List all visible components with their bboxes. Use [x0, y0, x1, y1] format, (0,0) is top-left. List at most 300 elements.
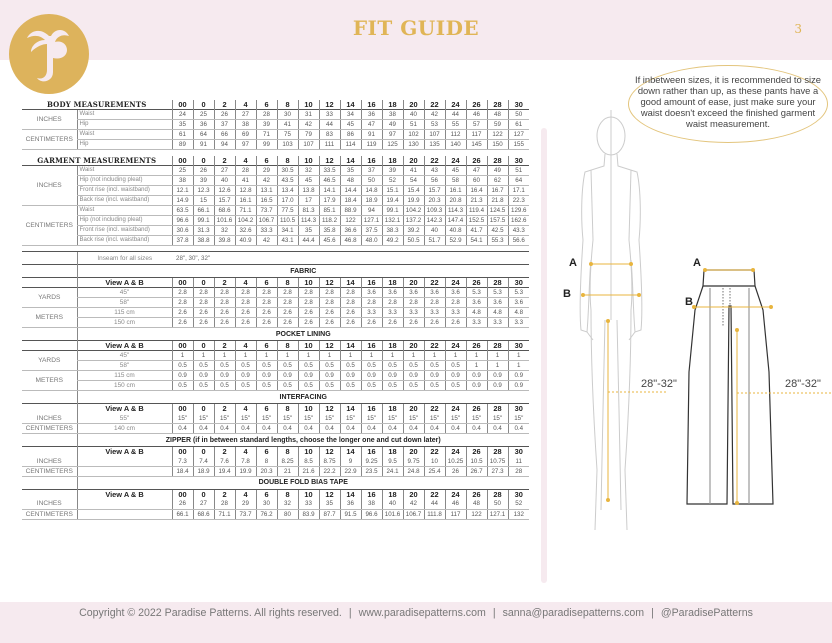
value-cell: 42	[256, 236, 277, 246]
table-row	[22, 298, 529, 308]
value-cell: 43	[424, 166, 445, 176]
bias-tape-header	[22, 489, 529, 499]
value-cell: 2.6	[298, 308, 319, 318]
value-cell: 0.4	[235, 424, 256, 434]
value-cell: 10.75	[487, 456, 508, 466]
size-header: 6	[256, 341, 277, 351]
value-cell: 2.8	[172, 298, 193, 308]
size-header: 00	[172, 341, 193, 351]
group-label: YARDS	[22, 288, 77, 308]
value-cell: 2.6	[319, 318, 340, 328]
value-cell: 2.8	[235, 298, 256, 308]
value-cell: 127.1	[487, 509, 508, 519]
value-cell: 11	[508, 456, 529, 466]
size-header: 30	[508, 100, 529, 110]
value-cell: 110.5	[277, 216, 298, 226]
value-cell: 34	[340, 110, 361, 120]
value-cell: 14.8	[361, 186, 382, 196]
value-cell: 150	[487, 140, 508, 150]
value-cell: 2.6	[382, 318, 403, 328]
size-header: 10	[298, 341, 319, 351]
value-cell: 30	[277, 110, 298, 120]
value-cell: 1	[445, 351, 466, 361]
size-header: 12	[319, 489, 340, 499]
value-cell: 1	[172, 351, 193, 361]
value-cell: 50	[508, 110, 529, 120]
size-header: 0	[193, 156, 214, 166]
value-cell: 7.3	[172, 456, 193, 466]
value-cell: 132	[508, 509, 529, 519]
value-cell: 12.6	[214, 186, 235, 196]
group-label: CENTIMETERS	[22, 424, 77, 434]
value-cell: 0.5	[256, 381, 277, 391]
value-cell: 1	[214, 351, 235, 361]
value-cell: 54.1	[466, 236, 487, 246]
value-cell: 15"	[256, 414, 277, 424]
size-header: 2	[214, 489, 235, 499]
value-cell: 19.4	[214, 466, 235, 476]
size-header: 28	[487, 489, 508, 499]
value-cell: 0.9	[193, 371, 214, 381]
value-cell: 52	[382, 176, 403, 186]
value-cell: 30	[256, 499, 277, 509]
size-header: 4	[235, 404, 256, 414]
value-cell: 49	[487, 166, 508, 176]
value-cell: 15	[193, 196, 214, 206]
size-header: 0	[193, 404, 214, 414]
value-cell: 0.9	[172, 371, 193, 381]
size-header: 20	[403, 341, 424, 351]
value-cell: 42	[424, 110, 445, 120]
row-label: Waist	[77, 206, 172, 216]
value-cell: 0.5	[214, 381, 235, 391]
value-cell: 59	[487, 120, 508, 130]
size-header: 6	[256, 447, 277, 457]
value-cell: 42	[256, 176, 277, 186]
table-row	[22, 166, 529, 176]
value-cell: 2.8	[319, 298, 340, 308]
size-header: 22	[424, 447, 445, 457]
value-cell: 18.9	[361, 196, 382, 206]
body-inseam-range: 28"-32"	[641, 378, 677, 390]
size-chart-table	[22, 100, 529, 520]
value-cell: 41	[277, 120, 298, 130]
value-cell: 19.9	[403, 196, 424, 206]
table-row	[22, 186, 529, 196]
value-cell: 0.5	[172, 381, 193, 391]
value-cell: 68.6	[214, 206, 235, 216]
value-cell: 40	[424, 226, 445, 236]
value-cell: 32	[277, 499, 298, 509]
size-header: 4	[235, 100, 256, 110]
value-cell: 111	[319, 140, 340, 150]
value-cell: 57	[466, 120, 487, 130]
size-header: 14	[340, 341, 361, 351]
value-cell: 76.2	[256, 509, 277, 519]
bias-tape-section-title	[22, 476, 529, 489]
size-header: 12	[319, 100, 340, 110]
size-header: 22	[424, 156, 445, 166]
pants-label-a: A	[693, 257, 701, 269]
value-cell: 0.4	[172, 424, 193, 434]
fabric-header	[22, 278, 529, 288]
size-header: 22	[424, 278, 445, 288]
value-cell: 0.9	[445, 371, 466, 381]
size-header: 4	[235, 447, 256, 457]
size-header: 6	[256, 489, 277, 499]
value-cell: 43.1	[277, 236, 298, 246]
size-header: 28	[487, 341, 508, 351]
value-cell: 2.6	[193, 308, 214, 318]
row-label: Waist	[77, 110, 172, 120]
value-cell: 137.2	[403, 216, 424, 226]
value-cell: 33	[298, 499, 319, 509]
size-header: 10	[298, 278, 319, 288]
group-label: INCHES	[22, 499, 77, 509]
value-cell: 29	[256, 166, 277, 176]
pants-flat-icon	[687, 270, 773, 504]
value-cell: 122	[466, 509, 487, 519]
value-cell: 50	[361, 176, 382, 186]
size-header: 8	[277, 100, 298, 110]
value-cell: 16.7	[487, 186, 508, 196]
value-cell: 15.4	[403, 186, 424, 196]
size-header: 20	[403, 278, 424, 288]
value-cell: 12.3	[193, 186, 214, 196]
value-cell: 28	[235, 166, 256, 176]
value-cell: 86	[340, 130, 361, 140]
table-row	[22, 216, 529, 226]
value-cell: 0.4	[508, 424, 529, 434]
figure-illustrations	[547, 110, 832, 590]
value-cell: 1	[193, 351, 214, 361]
value-cell: 26.7	[466, 466, 487, 476]
value-cell: 38.3	[382, 226, 403, 236]
section-title: INTERFACING	[77, 391, 529, 404]
value-cell: 1	[466, 351, 487, 361]
value-cell: 0.5	[445, 361, 466, 371]
value-cell: 58	[445, 176, 466, 186]
value-cell: 0.4	[361, 424, 382, 434]
value-cell: 37	[361, 166, 382, 176]
value-cell: 5.3	[487, 288, 508, 298]
size-header: 30	[508, 341, 529, 351]
table-row	[22, 509, 529, 519]
value-cell: 0.5	[403, 361, 424, 371]
row-label: Front rise (incl. waistband)	[77, 226, 172, 236]
value-cell: 18.4	[340, 196, 361, 206]
value-cell: 38.8	[193, 236, 214, 246]
table-row	[22, 288, 529, 298]
value-cell: 5.3	[508, 288, 529, 298]
value-cell: 49	[382, 120, 403, 130]
value-cell: 27.3	[487, 466, 508, 476]
value-cell: 130	[403, 140, 424, 150]
value-cell: 24	[172, 110, 193, 120]
value-cell: 3.6	[445, 288, 466, 298]
value-cell: 41	[403, 166, 424, 176]
value-cell: 0.4	[319, 424, 340, 434]
size-header: 16	[361, 341, 382, 351]
size-header: 18	[382, 278, 403, 288]
value-cell: 2.8	[193, 298, 214, 308]
table-row	[22, 351, 529, 361]
social-handle-link[interactable]: @ParadisePatterns	[660, 607, 753, 619]
table-row	[22, 176, 529, 186]
value-cell: 49.2	[382, 236, 403, 246]
size-header: 30	[508, 489, 529, 499]
group-label: YARDS	[22, 351, 77, 371]
size-header: 12	[319, 278, 340, 288]
value-cell: 103	[277, 140, 298, 150]
value-cell: 0.9	[466, 371, 487, 381]
value-cell: 109.3	[424, 206, 445, 216]
value-cell: 112	[445, 130, 466, 140]
value-cell: 0.5	[214, 361, 235, 371]
size-header: 24	[445, 489, 466, 499]
size-header: 14	[340, 489, 361, 499]
size-header: 8	[277, 341, 298, 351]
value-cell: 35	[172, 120, 193, 130]
value-cell: 32.6	[235, 226, 256, 236]
row-label: 58"	[77, 361, 172, 371]
value-cell: 1	[466, 361, 487, 371]
value-cell: 16.1	[445, 186, 466, 196]
size-header: 6	[256, 100, 277, 110]
value-cell: 2.6	[403, 318, 424, 328]
value-cell: 47	[466, 166, 487, 176]
value-cell: 15"	[235, 414, 256, 424]
value-cell: 39	[256, 120, 277, 130]
value-cell: 2.6	[340, 308, 361, 318]
value-cell: 1	[403, 351, 424, 361]
value-cell: 14.4	[340, 186, 361, 196]
page-number: 3	[794, 22, 802, 36]
size-header: 8	[277, 447, 298, 457]
value-cell: 0.9	[508, 371, 529, 381]
blank-cell	[22, 278, 77, 288]
value-cell: 2.6	[256, 318, 277, 328]
size-header: 26	[466, 404, 487, 414]
row-label: Hip (not including pleat)	[77, 176, 172, 186]
value-cell: 19.4	[382, 196, 403, 206]
value-cell: 28	[508, 466, 529, 476]
size-header: 0	[193, 341, 214, 351]
blank-cell	[22, 341, 77, 351]
footer	[0, 602, 832, 643]
body-label-b: B	[563, 288, 571, 300]
value-cell: 48	[487, 110, 508, 120]
value-cell: 107	[298, 140, 319, 150]
value-cell: 111.8	[424, 509, 445, 519]
size-header: 6	[256, 156, 277, 166]
value-cell: 0.9	[214, 371, 235, 381]
value-cell: 14.9	[172, 196, 193, 206]
size-header: 28	[487, 447, 508, 457]
value-cell: 61	[508, 120, 529, 130]
value-cell: 0.4	[382, 424, 403, 434]
value-cell: 2.8	[235, 288, 256, 298]
website-link[interactable]: www.paradisepatterns.com	[358, 607, 486, 619]
table-row	[22, 140, 529, 150]
value-cell: 23.5	[361, 466, 382, 476]
value-cell: 0.5	[235, 381, 256, 391]
size-header: 22	[424, 489, 445, 499]
value-cell: 155	[508, 140, 529, 150]
value-cell: 19.9	[235, 466, 256, 476]
size-header: 20	[403, 156, 424, 166]
size-header: 12	[319, 156, 340, 166]
view-label: View A & B	[77, 278, 172, 288]
value-cell: 42	[403, 499, 424, 509]
value-cell: 31.3	[193, 226, 214, 236]
value-cell: 0.5	[424, 361, 445, 371]
value-cell: 20.3	[256, 466, 277, 476]
value-cell: 38	[361, 499, 382, 509]
value-cell: 26	[193, 166, 214, 176]
value-cell: 119.4	[466, 206, 487, 216]
value-cell: 14.1	[319, 186, 340, 196]
value-cell: 101.6	[214, 216, 235, 226]
group-label: CENTIMETERS	[22, 509, 77, 519]
email-link[interactable]: sanna@paradisepatterns.com	[502, 607, 645, 619]
value-cell: 0.4	[466, 424, 487, 434]
value-cell: 45	[340, 120, 361, 130]
size-header: 16	[361, 404, 382, 414]
value-cell: 91.5	[340, 509, 361, 519]
value-cell: 3.6	[508, 298, 529, 308]
row-label: 150 cm	[77, 381, 172, 391]
value-cell: 0.5	[298, 381, 319, 391]
value-cell: 45.6	[319, 236, 340, 246]
value-cell: 0.5	[256, 361, 277, 371]
value-cell: 21.8	[487, 196, 508, 206]
value-cell: 15"	[424, 414, 445, 424]
value-cell: 55.3	[487, 236, 508, 246]
value-cell: 0.5	[298, 361, 319, 371]
value-cell: 27	[193, 499, 214, 509]
value-cell: 127	[508, 130, 529, 140]
group-label: CENTIMETERS	[22, 130, 77, 150]
value-cell: 37.5	[361, 226, 382, 236]
value-cell: 45	[298, 176, 319, 186]
value-cell: 37	[214, 120, 235, 130]
value-cell: 61	[172, 130, 193, 140]
value-cell: 5.3	[466, 288, 487, 298]
value-cell: 0.9	[466, 381, 487, 391]
value-cell: 13.8	[298, 186, 319, 196]
value-cell: 97	[382, 130, 403, 140]
value-cell: 3.6	[487, 298, 508, 308]
value-cell: 32	[214, 226, 235, 236]
value-cell: 4.8	[508, 308, 529, 318]
value-cell: 27	[214, 166, 235, 176]
table-row	[22, 456, 529, 466]
value-cell: 39.2	[403, 226, 424, 236]
value-cell: 0.5	[277, 381, 298, 391]
value-cell: 2.8	[256, 298, 277, 308]
value-cell: 39	[193, 176, 214, 186]
value-cell: 89	[172, 140, 193, 150]
inseam-label: Inseam for all sizes	[77, 252, 172, 265]
row-label	[77, 499, 172, 509]
blank-cell	[22, 252, 77, 265]
value-cell: 30.5	[277, 166, 298, 176]
value-cell: 97	[235, 140, 256, 150]
value-cell: 32	[298, 166, 319, 176]
value-cell: 16.1	[235, 196, 256, 206]
size-header: 8	[277, 156, 298, 166]
size-header: 8	[277, 278, 298, 288]
value-cell: 94	[214, 140, 235, 150]
size-header: 00	[172, 156, 193, 166]
value-cell: 0.9	[487, 371, 508, 381]
value-cell: 0.5	[382, 381, 403, 391]
size-header: 24	[445, 341, 466, 351]
value-cell: 99	[256, 140, 277, 150]
value-cell: 1	[382, 351, 403, 361]
value-cell: 2.6	[340, 318, 361, 328]
value-cell: 7.6	[214, 456, 235, 466]
value-cell: 8	[256, 456, 277, 466]
value-cell: 1	[298, 351, 319, 361]
value-cell: 15.7	[424, 186, 445, 196]
size-header: 22	[424, 341, 445, 351]
value-cell: 2.8	[298, 288, 319, 298]
interfacing-header	[22, 404, 529, 414]
section-title: POCKET LINING	[77, 328, 529, 341]
value-cell: 40	[403, 110, 424, 120]
value-cell: 64	[193, 130, 214, 140]
size-header: 00	[172, 489, 193, 499]
size-header: 30	[508, 156, 529, 166]
value-cell: 10	[424, 456, 445, 466]
value-cell: 0.9	[340, 371, 361, 381]
zipper-section-title	[22, 434, 529, 447]
value-cell: 35	[340, 166, 361, 176]
size-header: 12	[319, 341, 340, 351]
table-row	[22, 499, 529, 509]
interfacing-section-title	[22, 391, 529, 404]
value-cell: 56	[424, 176, 445, 186]
value-cell: 3.6	[403, 288, 424, 298]
value-cell: 2.8	[277, 298, 298, 308]
group-label: METERS	[22, 308, 77, 328]
value-cell: 2.8	[361, 298, 382, 308]
value-cell: 26	[445, 466, 466, 476]
value-cell: 8.75	[319, 456, 340, 466]
value-cell: 80	[277, 509, 298, 519]
blank-cell	[22, 447, 77, 457]
value-cell: 35	[298, 226, 319, 236]
value-cell: 64	[508, 176, 529, 186]
value-cell: 60	[466, 176, 487, 186]
value-cell: 4.8	[466, 308, 487, 318]
size-header: 6	[256, 404, 277, 414]
table-row	[22, 196, 529, 206]
value-cell: 25	[193, 110, 214, 120]
value-cell: 125	[382, 140, 403, 150]
value-cell: 96.6	[361, 509, 382, 519]
view-label: View A & B	[77, 447, 172, 457]
row-label: 55"	[77, 414, 172, 424]
table-row	[22, 318, 529, 328]
size-header: 2	[214, 100, 235, 110]
value-cell: 0.9	[235, 371, 256, 381]
value-cell: 3.6	[466, 298, 487, 308]
size-header: 24	[445, 100, 466, 110]
table-row	[22, 466, 529, 476]
